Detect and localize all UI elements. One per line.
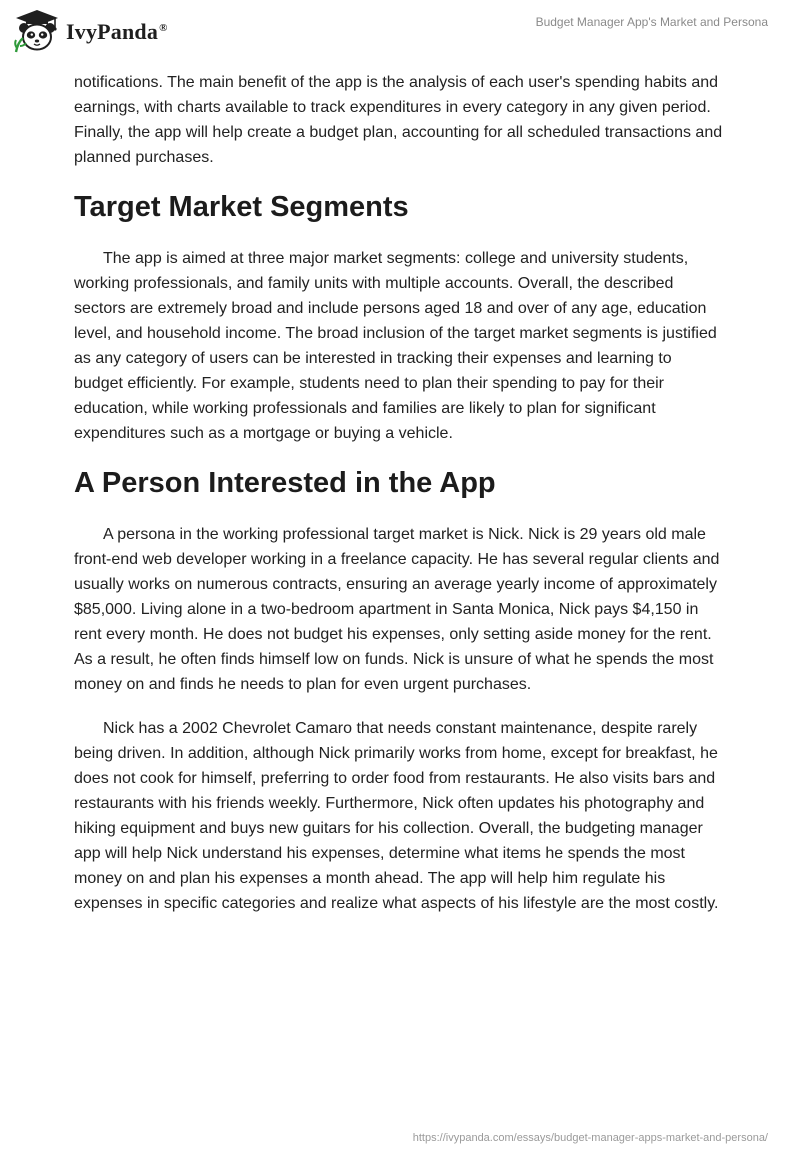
paragraph-persona-nick: A persona in the working professional target market is Nick. Nick is 29 years old male front-end web developer working in a freelance capacity. He has several regular clients and usually works on numerous contracts, ensuring an average yearly income of approximately $85,000. Living alone in a two-bedroom apartment in Santa Monica, Nick pays $4,150 in rent every month. He does not budget his expenses, only setting aside money for the rent. As a result, he often finds himself low on funds. Nick is unsure of what he spends the most money on and finds he needs to plan for even urgent purchases. xyxy=(74,526,720,693)
essay-body xyxy=(74,70,724,935)
heading-person-interested: A Person Interested in the App xyxy=(74,467,496,499)
heading-target-market-segments: Target Market Segments xyxy=(74,191,409,223)
panda-graduate-icon xyxy=(14,8,60,54)
paragraph-nick-lifestyle: Nick has a 2002 Chevrolet Camaro that needs constant maintenance, despite rarely being driven. In addition, although Nick primarily works from home, except for breakfast, he does not cook for himself, preferring to order food from restaurants. He also visits bars and restaurants with his friends weekly. Furthermore, Nick often updates his photography and hiking equipment and buys new guitars for his collection. Overall, the budgeting manager app will help Nick understand his expenses, determine what items he spends the most money on and plan his expenses a month ahead. The app will help him regulate his expenses in specific categories and realize what aspects of his lifestyle are the most costly. xyxy=(74,720,719,912)
logo-wordmark: IvyPanda® xyxy=(66,19,168,44)
source-url[interactable]: https://ivypanda.com/essays/budget-manager-apps-market-and-persona/ xyxy=(412,1132,768,1144)
paragraph-market-segments: The app is aimed at three major market segments: college and university students, working professionals, and family units with multiple accounts. Overall, the described sectors are extremely broad and include persons aged 18 and over of any age, education level, and household income. The broad inclusion of the target market segments is justified as any category of users can be interested in tracking their expenses and learning to budget efficiently. For example, students need to plan their spending to pay for their education, while working professionals and families are likely to plan for significant expenditures such as a mortgage or buying a vehicle. xyxy=(74,250,717,442)
ivypanda-logo[interactable] xyxy=(14,8,168,54)
document-title: Budget Manager App's Market and Persona xyxy=(535,15,768,29)
registered-mark: ® xyxy=(159,21,168,34)
paragraph-benefits: notifications. The main benefit of the app is the analysis of each user's spending habits and earnings, with charts available to track expenditures in every category in any given period. Finally, the app will help create a budget plan, accounting for all scheduled transactions and planned purchases. xyxy=(74,74,723,166)
page-header xyxy=(0,0,800,64)
